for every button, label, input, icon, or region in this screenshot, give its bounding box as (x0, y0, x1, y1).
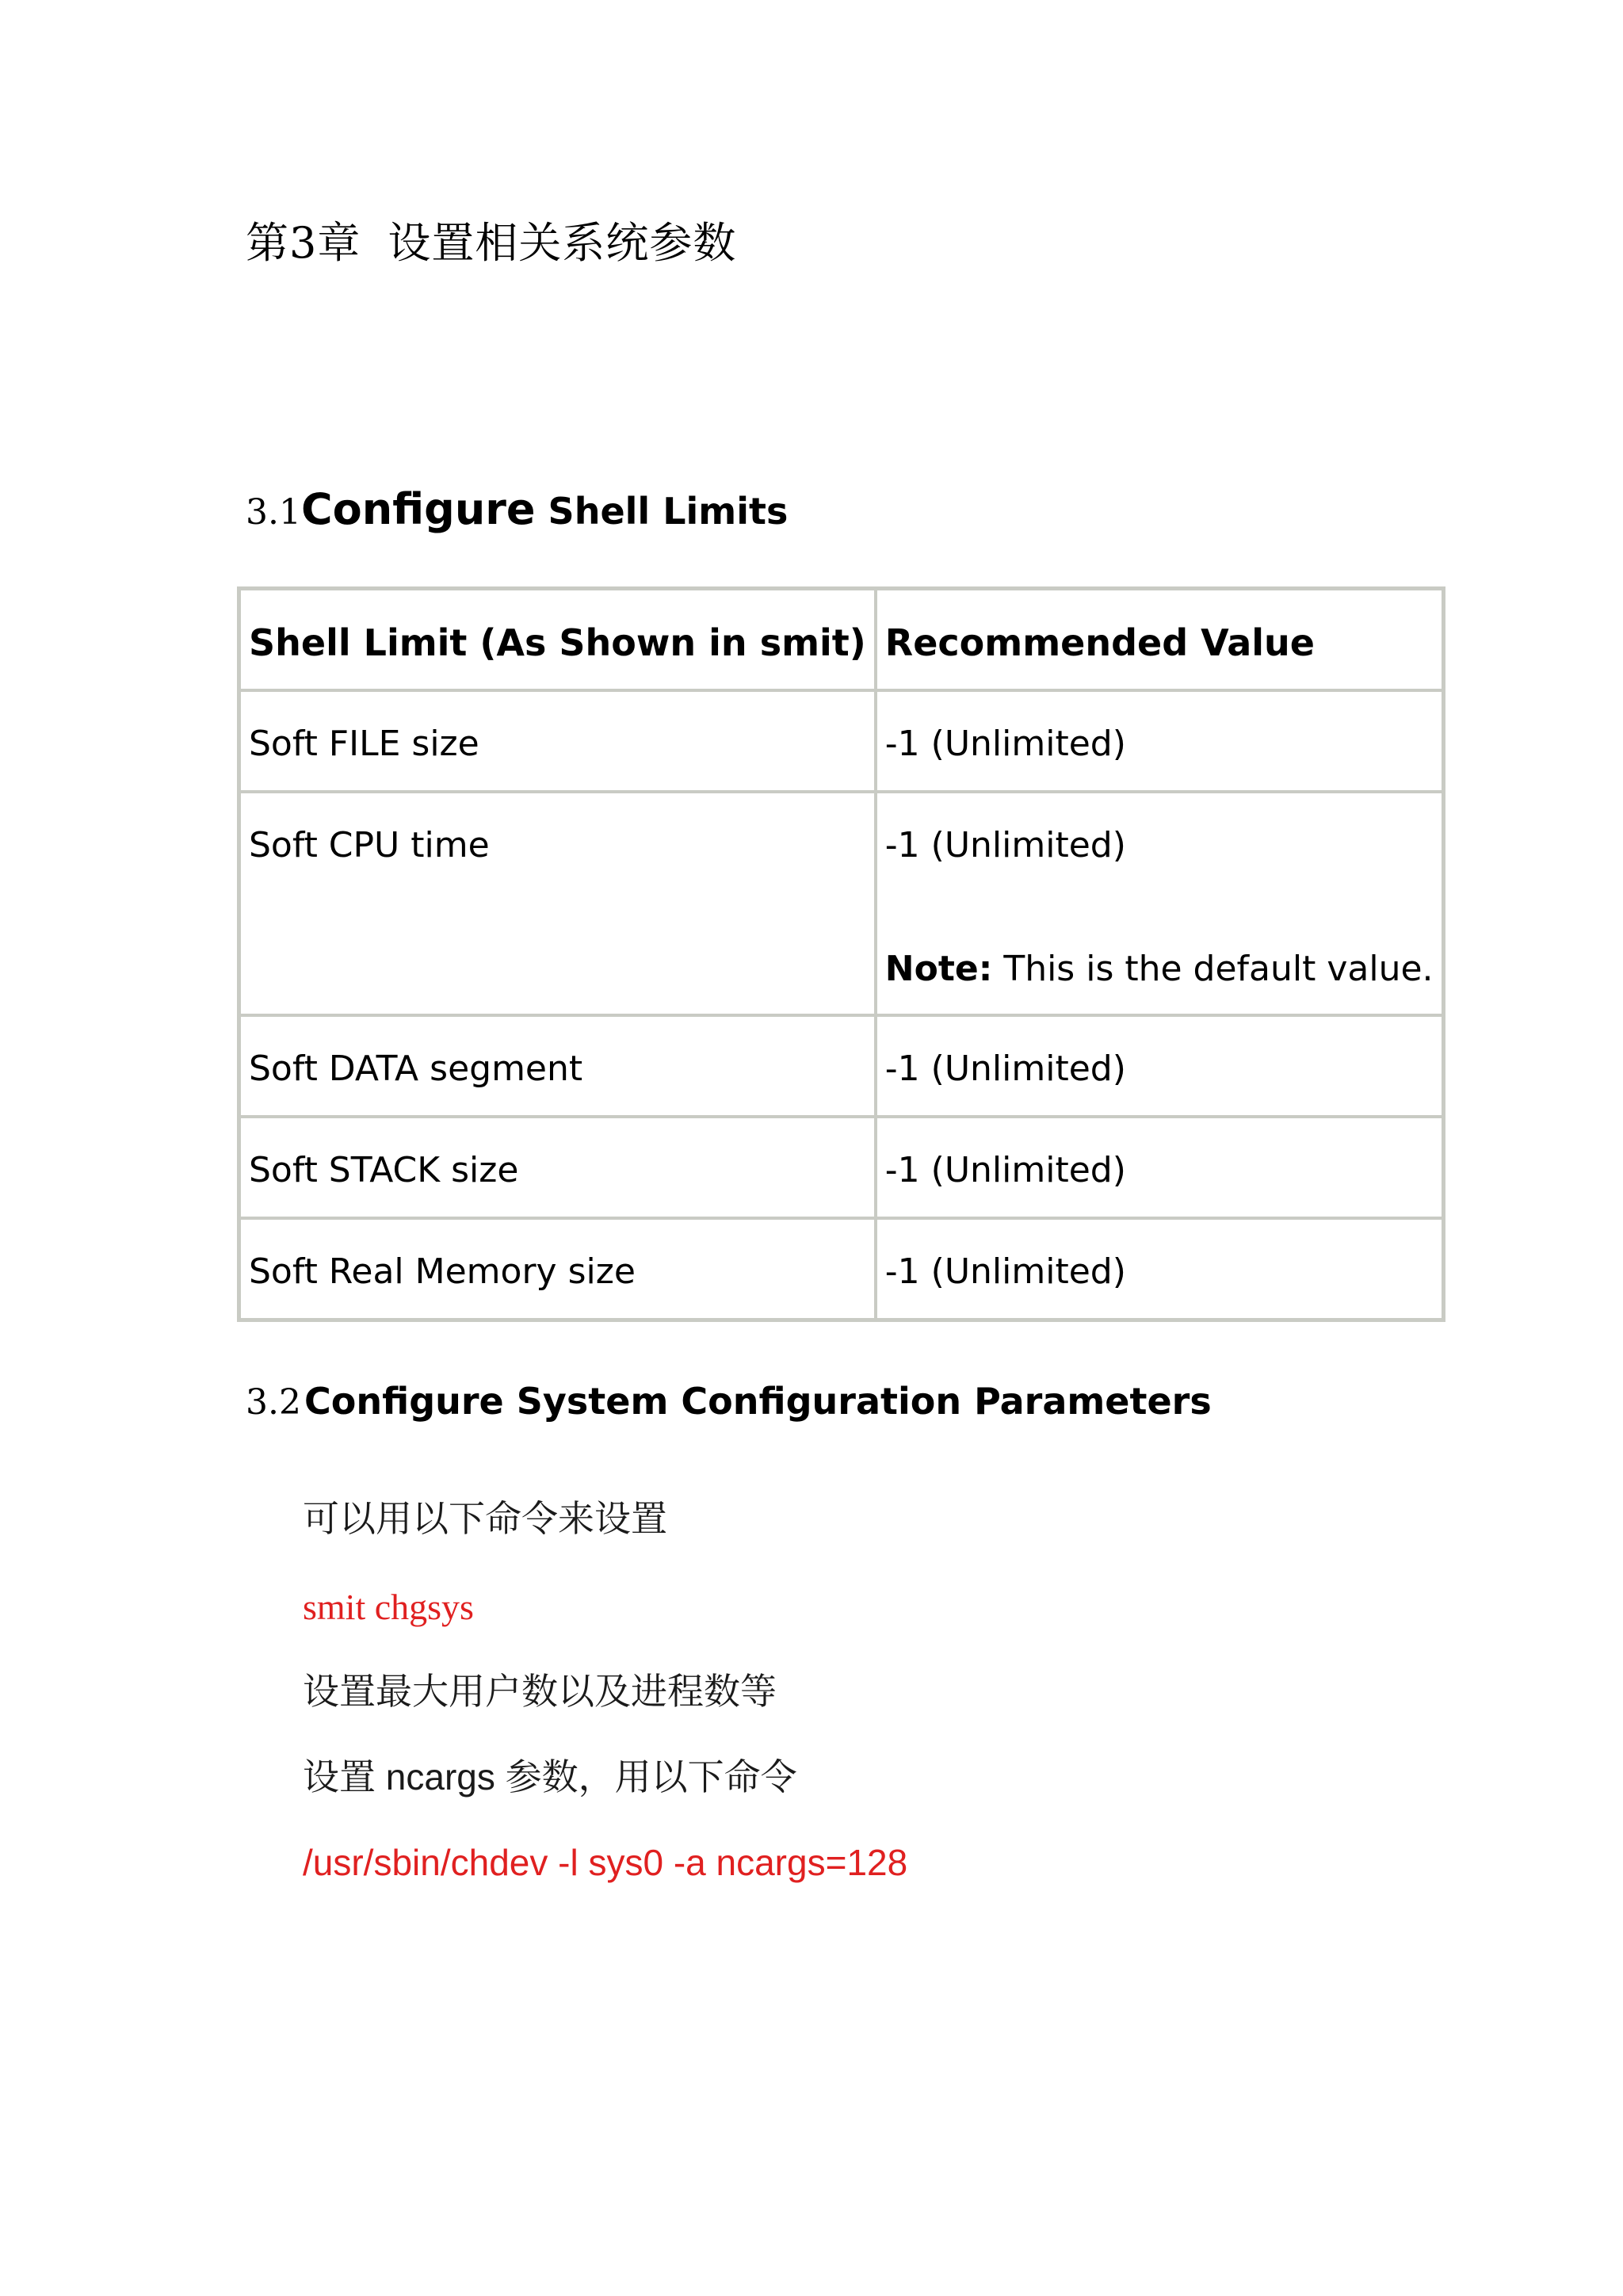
instruction-line: 可以用以下命令来设置 (303, 1497, 667, 1540)
section-number: 3.1 (246, 492, 301, 533)
limit-name: Soft Real Memory size (249, 1251, 636, 1292)
limit-value: -1 (Unlimited) (884, 1150, 1126, 1190)
table-row (239, 1015, 1443, 1117)
limit-cell (239, 1015, 876, 1117)
table-row (239, 1218, 1443, 1320)
instruction-line: 设置最大用户数以及进程数等 (303, 1670, 777, 1713)
instruction-line-ncargs (303, 1752, 797, 1802)
section-heading-3-2 (246, 1373, 1212, 1438)
limit-name: Soft FILE size (249, 724, 479, 764)
command-line-chdev: /usr/sbin/chdev -l sys0 -a ncargs=128 (303, 1842, 908, 1883)
value-cell (876, 1117, 1443, 1218)
command-line-smit: smit chgsys (303, 1587, 474, 1627)
table-row (239, 1117, 1443, 1218)
limit-cell (239, 1218, 876, 1320)
header-cell-value (876, 589, 1443, 690)
value-cell (876, 792, 1443, 1015)
section-number: 3.2 (246, 1382, 301, 1423)
note-line (885, 947, 1434, 991)
value-cell (876, 1218, 1443, 1320)
limit-name: Soft DATA segment (249, 1049, 583, 1089)
note-text: This is the default value. (992, 949, 1434, 989)
limit-value: -1 (Unlimited) (884, 1049, 1126, 1089)
value-cell (876, 1015, 1443, 1117)
chapter-title-text: 设置相关系统参数 (388, 218, 737, 268)
limit-cell (239, 792, 876, 1015)
limit-cell (239, 690, 876, 792)
chapter-number: 第3章 (246, 218, 361, 268)
section-title: Configure System Configuration Parameters (304, 1380, 1212, 1423)
table-header-row (239, 589, 1443, 690)
header-cell-limit (239, 589, 876, 690)
limit-value: -1 (Unlimited) (884, 724, 1126, 764)
shell-limits-table (237, 586, 1445, 1322)
value-cell (876, 690, 1443, 792)
limit-cell (239, 1117, 876, 1218)
header-value-label: Recommended Value (884, 621, 1316, 664)
limit-name: Soft CPU time (249, 825, 490, 865)
section-heading-3-1 (246, 482, 788, 548)
instruction-prefix: 设置 (303, 1755, 376, 1798)
section-title-part1: Configure (300, 484, 536, 534)
header-limit-label: Shell Limit (As Shown in smit) (249, 621, 866, 664)
instruction-code: ncargs (376, 1756, 506, 1797)
chapter-title (246, 216, 736, 271)
instruction-suffix: 参数，用以下命令 (505, 1755, 797, 1798)
section-title-part2: Shell Limits (535, 490, 789, 533)
limit-value: -1 (Unlimited) (884, 1251, 1126, 1292)
limit-value: -1 (Unlimited) (884, 825, 1126, 865)
note-label: Note: (884, 949, 993, 989)
table-row (239, 792, 1443, 1015)
limit-name: Soft STACK size (249, 1150, 519, 1190)
table-row (239, 690, 1443, 792)
